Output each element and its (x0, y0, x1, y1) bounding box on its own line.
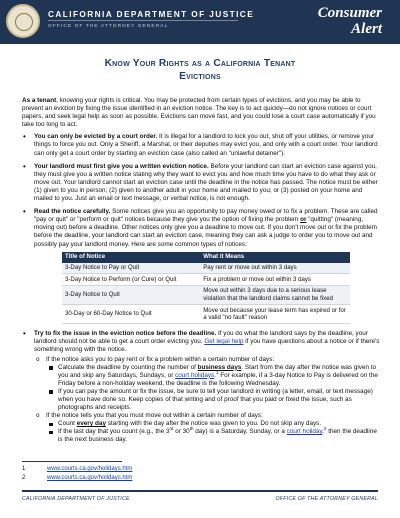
table-cell: 3-Day Notice to Quit (62, 285, 200, 304)
bullet-text-cont: "quitting" (meaning, moving out) before a deadline. Other notices only give you a deadline to move out. If you don't move out or fix the problem before the deadline, your landlord can start an eviction case, meaning they can ask a judge to order you to move out and possibly pay your landlord money. Here are some common types of notices: (34, 216, 377, 248)
list-item (22, 208, 382, 324)
table-cell: 3-Day Notice to Pay or Quit (62, 263, 200, 274)
court-holiday-link[interactable]: court holiday (286, 428, 323, 436)
detail-text: For example, if a 3-day Notice to Pay is delivered on the Friday before a non-holiday weekend, the deadline is the following Wednesday. (58, 371, 378, 387)
get-legal-help-link[interactable]: Get legal help (204, 338, 244, 346)
ordinal-suffix: th (189, 426, 194, 432)
footer-department: CALIFORNIA DEPARTMENT OF JUSTICE (22, 496, 130, 502)
business-days-emphasis: business days (197, 363, 242, 371)
table-row (62, 285, 350, 304)
court-holidays-link[interactable]: court holidays (175, 371, 215, 379)
detail-text: If the last day that you count (e.g., the 3 (58, 428, 170, 436)
bullet-text: Before your landlord can start an eviction case against you, they must give you a written notice stating why they want to evict you and how much time you have to do what they ask or move out. Your landlord cannot start an eviction case until the deadline in the notice has passed. The notice must be either (1) given to you in person; (2) given to another adult in your home and mailed to you; or (3) posted on your home and mailed to you. Just an email or text message, or verbal notice, is not enough. (34, 162, 378, 203)
rights-list (22, 133, 382, 444)
detail-text: . Start from the day after the notice was given to you and skip any Saturdays, Sundays, or (58, 363, 377, 379)
table-row (62, 274, 350, 286)
table-cell: Pay rent or move out within 3 days (200, 263, 350, 274)
emphasis-or: or (300, 216, 307, 224)
column-header: Title of Notice (62, 252, 200, 263)
footer-rule (22, 490, 378, 492)
header-divider (48, 20, 238, 21)
department-name: CALIFORNIA DEPARTMENT OF JUSTICE (48, 9, 255, 19)
detail-item: Calculate the deadline by counting the number of business days. Start from the day after the notice was given to you and skip any Saturdays, Sundays, or court holidays.$^1$ For example, if a 3-day Notice to Pay is delivered on the Friday before a non-holiday weekend, the deadline is the following Wednesday. (46, 364, 382, 388)
footnote-divider (22, 461, 122, 462)
bullet-text: If you do what the landlord says by the deadline, your landlord should not be able to get a court order evicting you. (34, 330, 368, 346)
detail-text: If you can pay the amount or fix the issue, be sure to tell your landlord in writing (a letter, email, or text message) when you have done so. Keep copies of that writing and of proof that you paid or fixed the issue, such as photographs and receipts. (58, 387, 373, 412)
sub-item (34, 412, 382, 444)
intro-paragraph (22, 97, 382, 129)
detail-text: Count (58, 420, 77, 428)
bullet-heading: Try to fix the issue in the eviction notice before the deadline. (34, 330, 217, 338)
footnote-ref: 2 (323, 426, 327, 432)
intro-text: , knowing your rights is critical. You may be protected from certain types of evictions, and you may be able to prevent an eviction by fixing the issue identified in an eviction notice. The key is to act quickly—do not ignore notices or court papers, and seek legal help as soon as possible. Evictions can move fast, and you could lose a court case automatically if you take too long to act. (22, 97, 376, 129)
detail-text: starting with the day after the notice was given to you. Do not skip any days. (105, 420, 322, 428)
detail-item (46, 388, 382, 412)
title-line-1: Know Your Rights as a California Tenant (104, 58, 296, 69)
footnote-number: 1 (22, 466, 26, 472)
table-row (62, 305, 350, 324)
every-day-emphasis: every day (76, 420, 106, 428)
page-title (0, 57, 400, 83)
title-line-2: Evictions (179, 71, 221, 82)
table-cell: 3-Day Notice to Perform (or Cure) or Quit (62, 274, 200, 286)
bullet-heading: You can only be evicted by a court order. (34, 133, 158, 141)
consumer-alert-badge (318, 5, 382, 37)
list-item (22, 163, 382, 203)
fix-sublist (34, 356, 382, 445)
bullet-text-cont: if you have questions about a notice or if there's something wrong with the notice. (34, 338, 380, 354)
table-cell: 30-Day or 60-Day Notice to Quit (62, 305, 200, 324)
table-header-row (62, 252, 350, 263)
table-cell: Move out within 3 days due to a serious lease violation that the landlord claims cannot be fixed (200, 285, 350, 304)
detail-item: If the last day that you count (e.g., the 3rd or 30th day) is a Saturday, Sunday, or a court holiday,$^2$ then the deadline is the next business day. (46, 428, 382, 444)
sub-item-text: If the notice tells you that you must move out within a certain number of days: (46, 412, 263, 420)
detail-text: then the deadline is the next business day. (58, 428, 377, 444)
detail-text: day) is a Saturday, Sunday, or a (193, 428, 287, 436)
document-body (22, 97, 382, 450)
footnote-ref: 1 (215, 369, 219, 375)
list-item (22, 330, 382, 444)
footnote-2 (22, 474, 132, 482)
table-cell: Fix a problem or move out within 3 days (200, 274, 350, 286)
list-item (22, 133, 382, 157)
bullet-heading: Your landlord must first give you a written eviction notice. (34, 162, 209, 170)
intro-lead: As a tenant (22, 97, 57, 104)
badge-line-1: Consumer (317, 5, 382, 21)
table-row (62, 263, 350, 274)
footnote-link[interactable]: www.courts.ca.gov/holidays.htm (47, 475, 133, 481)
detail-text: Calculate the deadline by counting the number of (58, 363, 198, 371)
badge-line-2: Alert (351, 21, 382, 37)
state-seal-icon (6, 4, 40, 38)
detail-list (46, 420, 382, 444)
table-cell: Move out because your lease term has expired or for a valid "no fault" reason (200, 305, 350, 324)
ordinal-suffix: rd (169, 426, 174, 432)
sub-item (34, 356, 382, 413)
footnote-number: 2 (22, 475, 26, 481)
notice-types-table (62, 252, 350, 325)
header-banner (0, 0, 400, 44)
footnote-1 (22, 465, 132, 473)
bullet-heading: Read the notice carefully. (34, 208, 111, 216)
footnote-link[interactable]: www.courts.ca.gov/holidays.htm (47, 466, 133, 472)
bullet-text: It is illegal for a landlord to lock you out, shut off your utilities, or remove your things to force you out. Only a Sheriff, a Marshal, or their deputies may evict you, and only with a court order. Your landlord can only get a court order by starting an eviction case (also called an "unlawful detainer"). (34, 133, 378, 157)
detail-list (46, 364, 382, 413)
column-header: What it Means (200, 252, 350, 263)
sub-item-text: If the notice asks you to pay rent or fix a problem within a certain number of days: (46, 355, 275, 363)
bullet-text: Some notices give you an opportunity to pay money owed or to fix a problem. These are called "pay or quit" or "perform or quit" notices because they give you the option of fixing the problem (34, 208, 378, 224)
footer-office: OFFICE OF THE ATTORNEY GENERAL (275, 496, 378, 502)
office-name: OFFICE OF THE ATTORNEY GENERAL (48, 24, 169, 29)
detail-text: or 30 (173, 428, 190, 436)
